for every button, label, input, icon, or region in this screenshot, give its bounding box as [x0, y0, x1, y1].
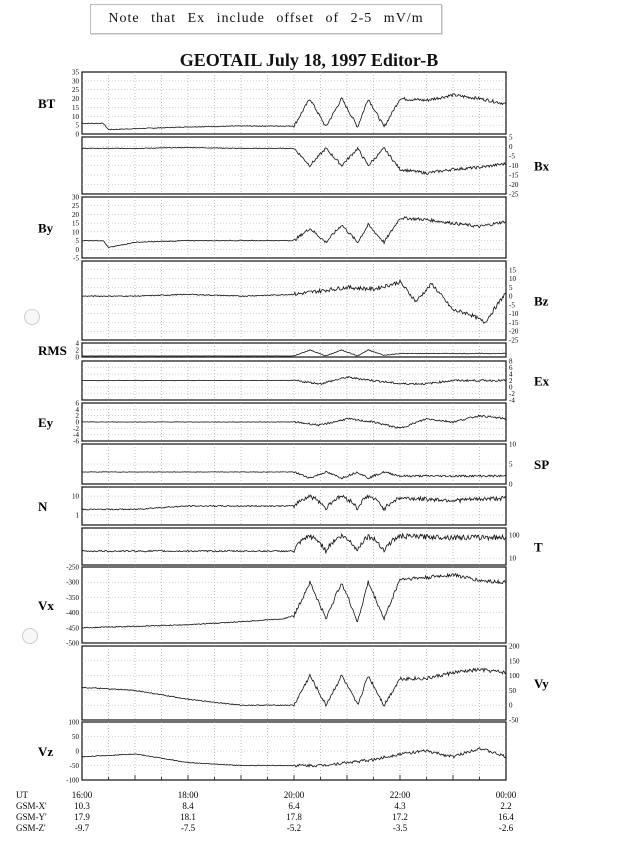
orbit-row-value: 18.1 — [180, 812, 196, 822]
y-tick-label: -5 — [509, 301, 515, 310]
y-tick-label: 15 — [72, 219, 79, 228]
y-tick-label: 20 — [72, 95, 79, 104]
y-tick-label: -400 — [66, 609, 79, 618]
y-tick-label: 8 — [509, 357, 513, 366]
y-tick-label: 2 — [509, 377, 513, 385]
panel-label: Bx — [534, 158, 550, 174]
y-tick-label: -4 — [73, 431, 79, 440]
y-tick-label: 4 — [509, 370, 513, 379]
panel-frame — [82, 567, 506, 643]
orbit-row-value: 18:00 — [177, 790, 199, 800]
series-line-ex — [82, 377, 506, 385]
y-tick-label: 4 — [75, 339, 79, 348]
y-tick-label: 0 — [509, 292, 513, 301]
y-tick-label: -20 — [509, 327, 519, 336]
y-tick-label: -250 — [66, 563, 79, 572]
y-tick-label: 25 — [72, 86, 79, 95]
y-tick-label: -15 — [509, 171, 519, 180]
y-tick-label: 15 — [72, 103, 79, 112]
orbit-row-value: 16.4 — [498, 812, 514, 822]
y-tick-label: 0 — [509, 480, 513, 489]
orbit-row-value: 6.4 — [288, 801, 300, 811]
orbit-row-label: GSM-X' — [16, 801, 47, 811]
y-tick-label: -100 — [66, 776, 79, 785]
chart-title: GEOTAIL July 18, 1997 Editor-B — [179, 50, 439, 70]
y-tick-label: 0 — [75, 353, 79, 362]
orbit-row-value: 00:00 — [495, 790, 517, 800]
y-tick-label: 10 — [509, 275, 516, 284]
series-line-vz — [82, 748, 506, 767]
y-tick-label: 10 — [72, 228, 79, 237]
y-tick-label: 20 — [72, 210, 79, 219]
y-tick-label: 30 — [72, 193, 79, 202]
orbit-row-value: 22:00 — [389, 790, 411, 800]
panel-label: SP — [534, 457, 550, 472]
y-tick-label: -5 — [73, 254, 79, 263]
orbit-row-value: -7.5 — [180, 823, 196, 833]
y-tick-label: 0 — [75, 130, 79, 139]
y-tick-label: 4 — [75, 405, 79, 414]
panel-label: By — [38, 220, 54, 236]
orbit-row-value: -3.5 — [392, 823, 408, 833]
y-tick-label: -50 — [69, 762, 79, 770]
y-tick-label: -50 — [509, 716, 519, 725]
y-tick-label: 5 — [75, 121, 79, 130]
y-tick-label: -25 — [509, 190, 519, 199]
panel-label: Ex — [534, 373, 550, 389]
series-line-bz — [82, 280, 506, 323]
y-tick-label: -450 — [66, 624, 79, 633]
series-line-ey — [82, 415, 506, 428]
y-tick-label: 100 — [68, 718, 79, 727]
y-tick-label: -2 — [509, 390, 515, 398]
y-tick-label: 100 — [509, 672, 520, 681]
orbit-row-value: 16:00 — [71, 790, 93, 800]
y-tick-label: 150 — [509, 657, 520, 666]
y-tick-label: 10 — [72, 112, 79, 121]
y-tick-label: 0 — [509, 701, 513, 710]
panel-label: Vz — [38, 744, 54, 759]
orbit-row-value: 10.3 — [74, 801, 90, 811]
panel-label: Bz — [534, 293, 549, 309]
orbit-row-value: 2.2 — [500, 801, 512, 811]
orbit-row-label: GSM-Z' — [16, 823, 46, 833]
y-tick-label: 10 — [509, 554, 516, 563]
y-tick-label: -10 — [509, 310, 519, 319]
y-tick-label: -500 — [66, 639, 79, 648]
orbit-row-value: -9.7 — [74, 823, 90, 833]
y-tick-label: 15 — [509, 266, 516, 275]
orbit-row-value: -5.2 — [286, 823, 302, 833]
y-tick-label: 200 — [509, 642, 520, 651]
y-tick-label: -5 — [509, 152, 515, 161]
orbit-row-value: 17.2 — [392, 812, 408, 822]
y-tick-label: -350 — [66, 593, 79, 602]
y-tick-label: 30 — [72, 77, 79, 86]
panel-label: BT — [38, 96, 56, 111]
y-tick-label: 2 — [75, 412, 79, 421]
y-tick-label: 100 — [509, 531, 520, 540]
y-tick-label: -10 — [509, 162, 519, 170]
y-tick-label: -25 — [509, 336, 519, 345]
y-tick-label: -20 — [509, 181, 519, 189]
y-tick-label: 0 — [75, 245, 79, 254]
y-tick-label: -6 — [73, 437, 79, 446]
panel-label: T — [534, 539, 543, 555]
orbit-row-value: 8.4 — [182, 801, 194, 811]
orbit-row-label: GSM-Y' — [16, 812, 47, 822]
y-tick-label: 50 — [72, 733, 79, 741]
panel-label: Vy — [534, 676, 549, 691]
orbit-row-value: 17.8 — [286, 812, 302, 822]
orbit-row-value: 17.9 — [74, 812, 90, 822]
y-tick-label: 0 — [509, 143, 513, 151]
y-tick-label: 35 — [72, 68, 79, 77]
panel-label: Vx — [38, 598, 54, 613]
orbit-row-value: -2.6 — [498, 823, 514, 833]
y-tick-label: 6 — [75, 399, 79, 408]
y-tick-label: 0 — [509, 383, 513, 392]
orbit-row-label: UT — [16, 790, 28, 800]
orbit-row-value: 4.3 — [394, 801, 406, 811]
y-tick-label: 6 — [509, 364, 513, 372]
orbit-row-value: 20:00 — [283, 790, 305, 800]
panel-label: RMS — [38, 343, 67, 358]
y-tick-label: 10 — [509, 440, 516, 449]
y-tick-label: 50 — [509, 686, 516, 695]
y-tick-label: 1 — [75, 511, 79, 520]
y-tick-label: -2 — [73, 424, 79, 433]
panel-label: Ey — [38, 415, 54, 430]
y-tick-label: 2 — [75, 346, 79, 355]
y-tick-label: -4 — [509, 396, 515, 405]
offset-note: Note that Ex include offset of 2-5 mV/m — [90, 4, 442, 34]
y-tick-label: 0 — [75, 418, 79, 427]
y-tick-label: 0 — [75, 747, 79, 756]
y-tick-label: 5 — [509, 133, 513, 142]
y-tick-label: -15 — [509, 318, 519, 327]
y-tick-label: 5 — [75, 237, 79, 246]
y-tick-label: 5 — [509, 283, 513, 292]
y-tick-label: 5 — [509, 460, 513, 469]
panel-label: N — [38, 499, 48, 514]
y-tick-label: -300 — [66, 578, 79, 587]
y-tick-label: 10 — [72, 492, 79, 501]
y-tick-label: 25 — [72, 202, 79, 211]
